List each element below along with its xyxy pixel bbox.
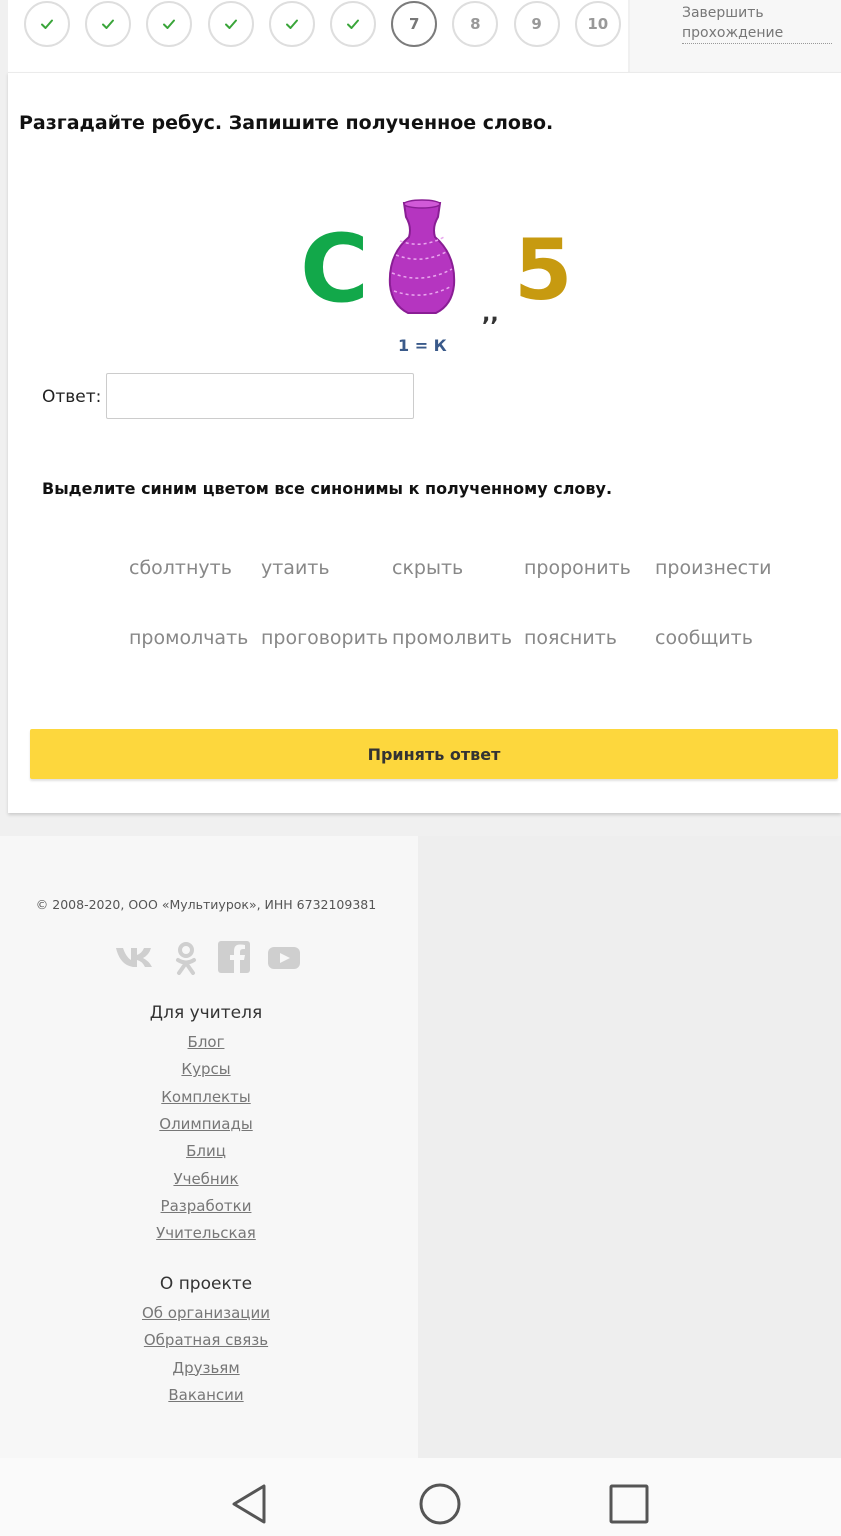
teacher-footer-link-row <box>0 1115 412 1133</box>
teacher-footer-link[interactable]: Учебник <box>173 1169 239 1188</box>
synonym-word-option[interactable]: сообщить <box>655 627 753 649</box>
question-card <box>8 72 841 813</box>
step-number: 10 <box>587 15 609 33</box>
teacher-footer-link[interactable]: Учительская <box>156 1224 256 1243</box>
project-footer-link-row <box>0 1386 412 1404</box>
teacher-links-heading: Для учителя <box>149 1003 263 1023</box>
check-icon <box>285 17 299 31</box>
answer-input[interactable] <box>106 373 414 419</box>
synonym-word-option[interactable]: произнести <box>655 557 772 579</box>
teacher-footer-link-row <box>0 1060 412 1078</box>
question-title: Разгадайте ребус. Запишите полученное слово. <box>19 112 554 134</box>
question-step-6[interactable] <box>330 1 376 47</box>
android-navigation-bar <box>0 1458 841 1536</box>
vk-icon[interactable] <box>114 945 154 973</box>
teacher-footer-link-row <box>0 1088 412 1106</box>
synonym-word-option[interactable]: скрыть <box>392 557 464 579</box>
synonym-word-option[interactable]: проронить <box>524 557 631 579</box>
question-step-2[interactable] <box>85 1 131 47</box>
answer-label: Ответ: <box>42 387 102 407</box>
project-footer-link[interactable]: Вакансии <box>168 1385 244 1404</box>
synonym-word-option[interactable]: проговорить <box>261 627 389 649</box>
odnoklassniki-icon[interactable] <box>174 941 198 979</box>
project-footer-link-row <box>0 1304 412 1322</box>
finish-test-link[interactable]: Завершить прохождение <box>682 3 832 44</box>
rebus-letter: С <box>300 215 369 324</box>
question-step-10[interactable] <box>575 1 621 47</box>
project-footer-link-row <box>0 1331 412 1349</box>
synonym-word-option[interactable]: утаить <box>261 557 330 579</box>
vase-icon <box>390 200 454 313</box>
check-icon <box>40 17 54 31</box>
footer-empty-area <box>418 836 841 1458</box>
question-step-9[interactable] <box>514 1 560 47</box>
home-icon[interactable] <box>416 1480 464 1528</box>
check-icon <box>224 17 238 31</box>
step-number: 9 <box>531 15 542 33</box>
project-footer-link[interactable]: Обратная связь <box>143 1331 269 1350</box>
teacher-footer-link-row <box>0 1033 412 1051</box>
facebook-icon[interactable] <box>218 941 250 977</box>
back-icon[interactable] <box>226 1480 274 1528</box>
rebus-commas: ,, <box>482 302 499 327</box>
project-links-heading: О проекте <box>159 1274 253 1294</box>
question-step-7[interactable] <box>391 1 437 47</box>
youtube-icon[interactable] <box>268 947 300 973</box>
social-links <box>112 939 304 979</box>
teacher-footer-link[interactable]: Разработки <box>160 1196 252 1215</box>
site-footer <box>0 836 418 1458</box>
recents-icon[interactable] <box>605 1480 653 1528</box>
check-icon <box>346 17 360 31</box>
synonym-word-option[interactable]: пояснить <box>524 627 617 649</box>
question-step-4[interactable] <box>208 1 254 47</box>
question-step-3[interactable] <box>146 1 192 47</box>
teacher-footer-link-row <box>0 1224 412 1242</box>
copyright-text: © 2008-2020, ООО «Мультиурок», ИНН 6732109381 <box>35 897 377 912</box>
teacher-footer-link[interactable]: Комплекты <box>161 1087 251 1106</box>
synonym-word-option[interactable]: промолчать <box>129 627 249 649</box>
synonym-word-option[interactable]: промолвить <box>392 627 513 649</box>
teacher-footer-link-row <box>0 1170 412 1188</box>
submit-answer-button[interactable]: Принять ответ <box>30 729 838 779</box>
rebus-image <box>292 193 582 363</box>
synonyms-task-title: Выделите синим цветом все синонимы к полученному слову. <box>42 479 613 498</box>
step-number: 8 <box>470 15 481 33</box>
finish-panel <box>630 0 841 72</box>
teacher-footer-link[interactable]: Блог <box>187 1033 225 1051</box>
synonym-word-option[interactable]: сболтнуть <box>129 557 232 579</box>
check-icon <box>162 17 176 31</box>
project-footer-link[interactable]: Друзьям <box>172 1358 240 1377</box>
question-step-5[interactable] <box>269 1 315 47</box>
question-step-1[interactable] <box>24 1 70 47</box>
teacher-footer-link-row <box>0 1197 412 1215</box>
project-footer-link[interactable]: Об организации <box>141 1304 271 1322</box>
question-step-8[interactable] <box>452 1 498 47</box>
teacher-footer-link-row <box>0 1142 412 1160</box>
rebus-digit: 5 <box>514 221 573 319</box>
question-progress-bar <box>8 0 628 72</box>
project-footer-link-row <box>0 1359 412 1377</box>
teacher-footer-link[interactable]: Олимпиады <box>159 1114 253 1133</box>
teacher-footer-link[interactable]: Блиц <box>186 1142 226 1161</box>
step-number: 7 <box>408 15 420 33</box>
rebus-caption: 1 = К <box>398 336 447 355</box>
check-icon <box>101 17 115 31</box>
teacher-footer-link[interactable]: Курсы <box>181 1060 231 1079</box>
